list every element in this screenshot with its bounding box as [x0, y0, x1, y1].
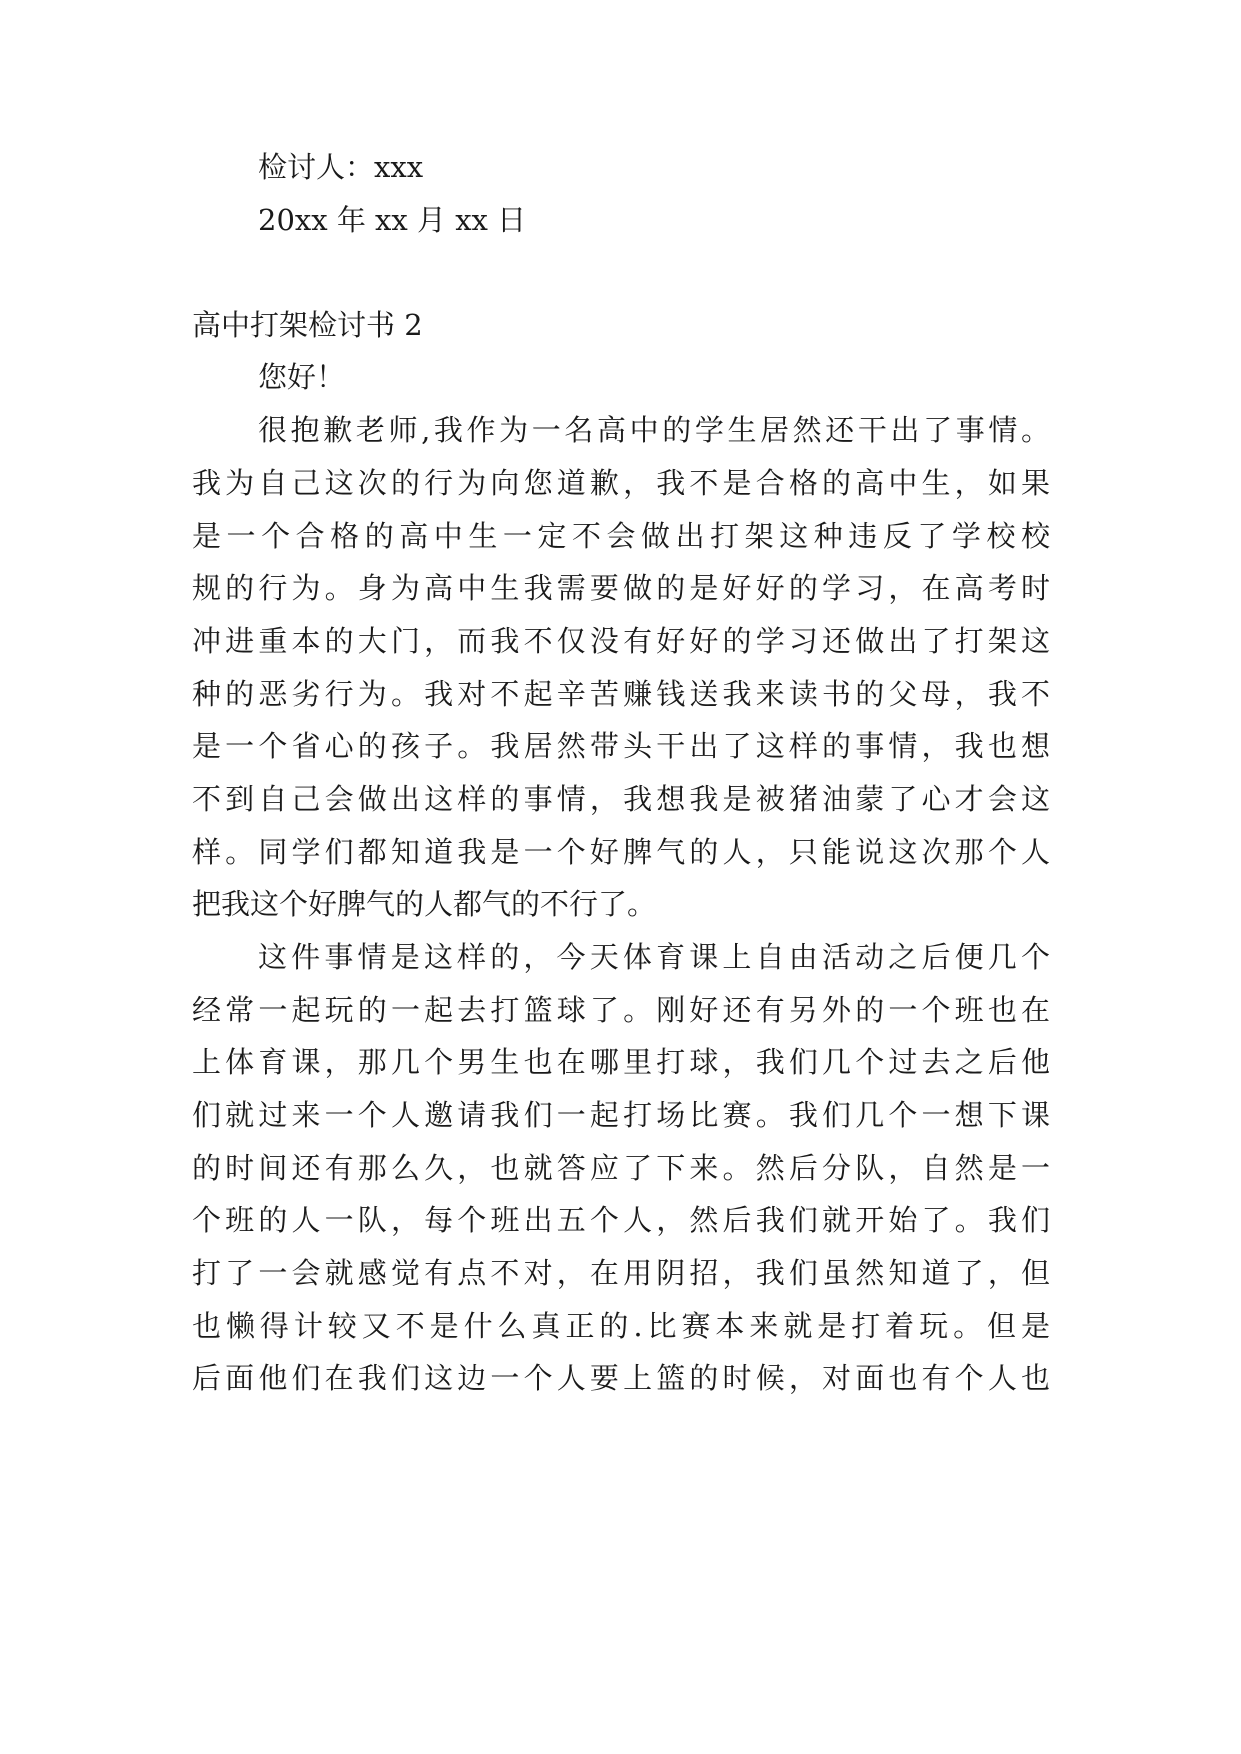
- paragraph-line: 上体育课，那几个男生也在哪里打球，我们几个过去之后他: [192, 1045, 1050, 1079]
- paragraph-line: 也懒得计较又不是什么真正的.比赛本来就是打着玩。但是: [192, 1309, 1050, 1343]
- section-heading: 高中打架检讨书 2: [192, 308, 423, 342]
- greeting: 您好！: [258, 360, 346, 394]
- paragraph-line: 规的行为。身为高中生我需要做的是好好的学习，在高考时: [192, 571, 1050, 605]
- date-line: 20xx 年 xx 月 xx 日: [258, 203, 527, 237]
- paragraph-line: 不到自己会做出这样的事情，我想我是被猪油蒙了心才会这: [192, 782, 1050, 816]
- reviewer-line: 检讨人：xxx: [258, 150, 424, 184]
- paragraph-line: 样。同学们都知道我是一个好脾气的人，只能说这次那个人: [192, 835, 1050, 869]
- paragraph-line: 经常一起玩的一起去打篮球了。刚好还有另外的一个班也在: [192, 993, 1050, 1027]
- paragraph-line: 们就过来一个人邀请我们一起打场比赛。我们几个一想下课: [192, 1098, 1050, 1132]
- paragraph-line: 个班的人一队，每个班出五个人，然后我们就开始了。我们: [192, 1203, 1050, 1237]
- paragraph-line: 很抱歉老师,我作为一名高中的学生居然还干出了事情。: [258, 413, 1050, 447]
- paragraph-line: 后面他们在我们这边一个人要上篮的时候，对面也有个人也: [192, 1361, 1050, 1395]
- paragraph-line: 把我这个好脾气的人都气的不行了。: [192, 887, 657, 921]
- paragraph-line: 的时间还有那么久，也就答应了下来。然后分队，自然是一: [192, 1151, 1050, 1185]
- paragraph-line: 这件事情是这样的，今天体育课上自由活动之后便几个: [258, 940, 1050, 974]
- paragraph-line: 是一个合格的高中生一定不会做出打架这种违反了学校校: [192, 519, 1050, 553]
- paragraph-line: 冲进重本的大门，而我不仅没有好好的学习还做出了打架这: [192, 624, 1050, 658]
- paragraph-line: 是一个省心的孩子。我居然带头干出了这样的事情，我也想: [192, 729, 1050, 763]
- paragraph-line: 打了一会就感觉有点不对，在用阴招，我们虽然知道了，但: [192, 1256, 1050, 1290]
- paragraph-line: 我为自己这次的行为向您道歉，我不是合格的高中生，如果: [192, 466, 1050, 500]
- paragraph-line: 种的恶劣行为。我对不起辛苦赚钱送我来读书的父母，我不: [192, 677, 1050, 711]
